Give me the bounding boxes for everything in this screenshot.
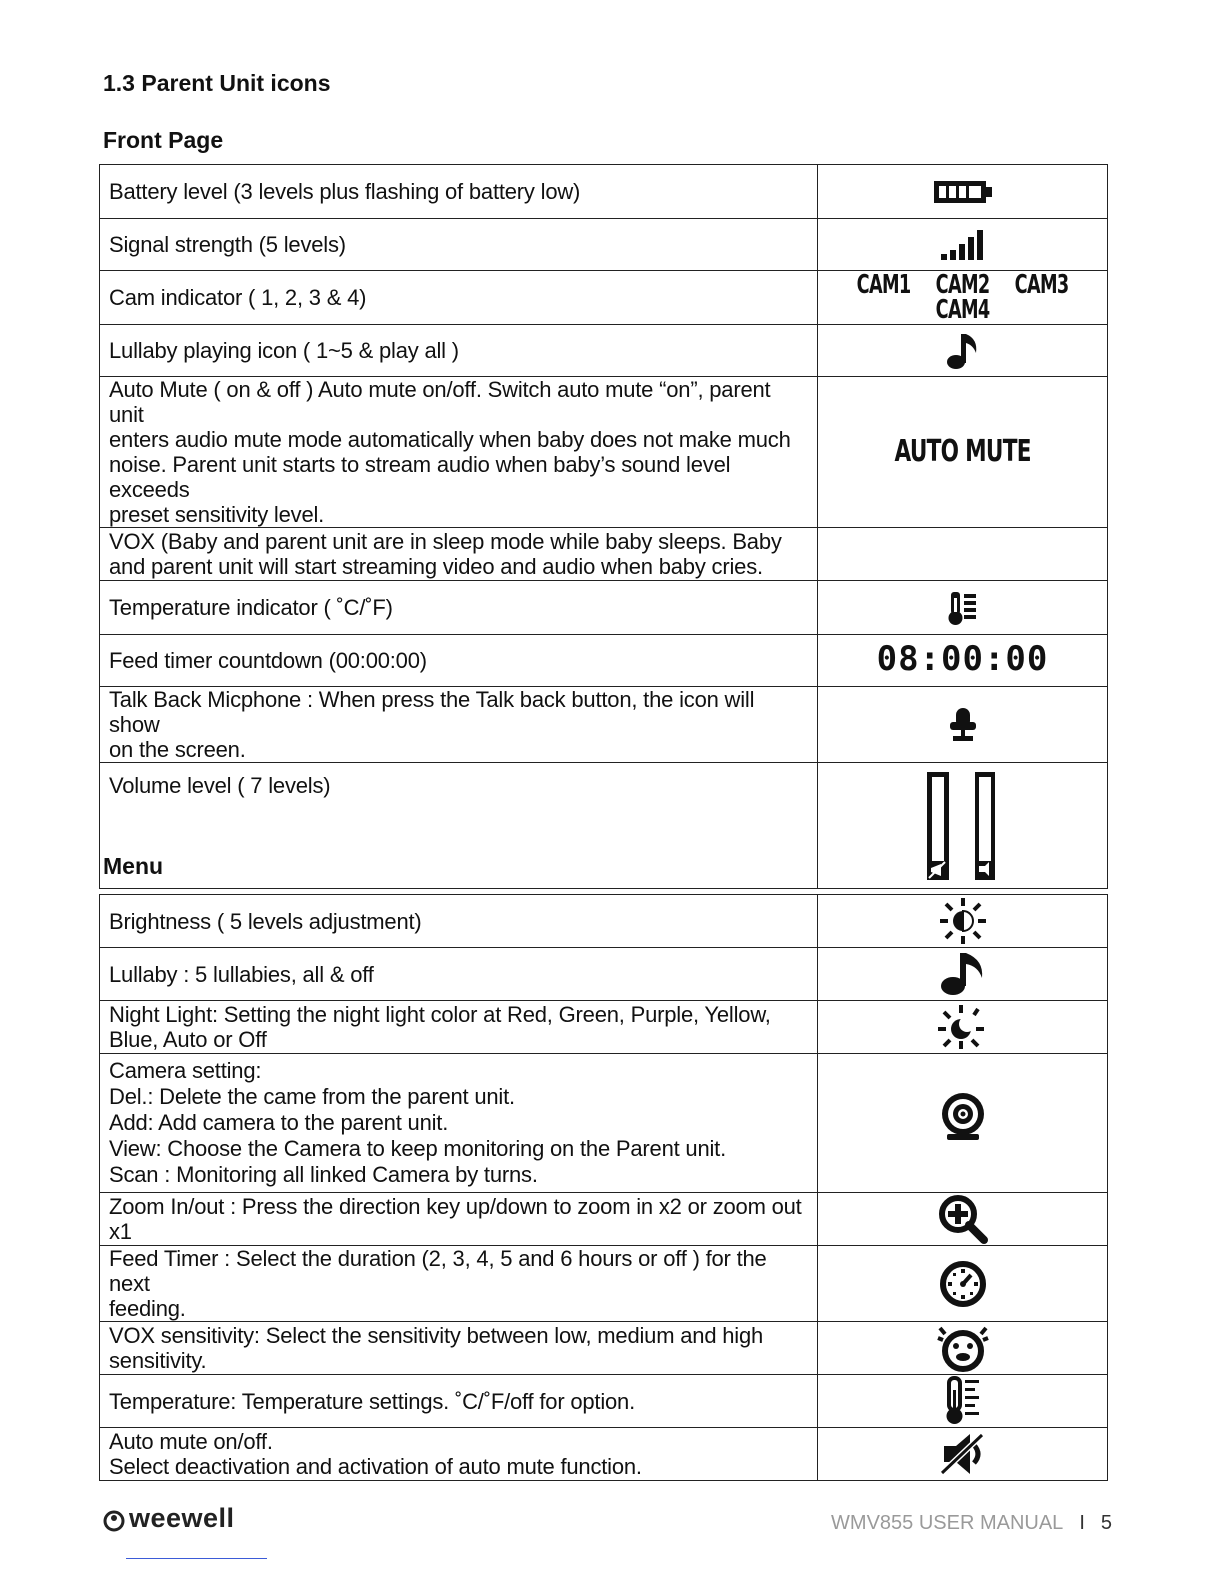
brand-logo	[103, 1503, 235, 1535]
cam-label: CAM3	[1014, 269, 1069, 300]
table-row	[100, 635, 1108, 687]
battery-icon	[818, 165, 1108, 219]
menu-heading: Menu	[103, 853, 164, 879]
table-row	[100, 1246, 1108, 1322]
temperature-indicator-icon	[818, 581, 1108, 635]
music-note-icon	[818, 325, 1108, 377]
page-number: 5	[1100, 1512, 1112, 1534]
row-description: Lullaby playing icon ( 1~5 & play all )	[100, 325, 818, 377]
logo-circle-icon	[103, 1504, 125, 1535]
signal-strength-icon	[818, 219, 1108, 271]
row-description: Night Light: Setting the night light color at Red, Green, Purple, Yellow, Blue, Auto or Off	[100, 1001, 818, 1054]
manual-title: WMV855 USER MANUAL	[831, 1512, 1064, 1534]
row-description: Zoom In/out : Press the direction key up/down to zoom in x2 or zoom out x1	[100, 1193, 818, 1246]
footer-info	[831, 1512, 1112, 1535]
table-row	[100, 1001, 1108, 1054]
footer-separator: I	[1079, 1512, 1085, 1534]
row-description: Talk Back Micphone : When press the Talk back button, the icon will show on the screen.	[100, 687, 818, 763]
table-row	[100, 271, 1108, 325]
speaker-mute-icon	[818, 1428, 1108, 1481]
thermometer-icon	[818, 1375, 1108, 1428]
row-description: Auto Mute ( on & off ) Auto mute on/off. Switch auto mute “on”, parent unit enters audio mute mode automatically when baby does not make much noise. Parent unit starts to stream audio when baby’s sound level exceeds preset sensitivity level.	[100, 377, 818, 528]
row-description: Feed Timer : Select the duration (2, 3, 4, 5 and 6 hours or off ) for the next feeding.	[100, 1246, 818, 1322]
night-light-icon	[818, 1001, 1108, 1054]
vox-baby-face-icon	[818, 1322, 1108, 1375]
table-row	[100, 581, 1108, 635]
table-row	[100, 687, 1108, 763]
table-row	[100, 895, 1108, 948]
cam-label: CAM1	[856, 269, 911, 300]
auto-mute-icon: AUTO MUTE	[818, 377, 1108, 528]
feed-timer-icon	[818, 1246, 1108, 1322]
menu-table	[99, 894, 1108, 1481]
brightness-icon	[818, 895, 1108, 948]
row-description: Battery level (3 levels plus flashing of battery low)	[100, 165, 818, 219]
empty-icon-cell	[818, 528, 1108, 581]
section-title: 1.3 Parent Unit icons	[103, 70, 331, 96]
row-description: Auto mute on/off. Select deactivation and activation of auto mute function.	[100, 1428, 818, 1481]
feed-timer-countdown-icon: 08:00:00	[818, 635, 1108, 687]
row-description: Volume level ( 7 levels)	[100, 763, 818, 889]
row-description: VOX sensitivity: Select the sensitivity between low, medium and high sensitivity.	[100, 1322, 818, 1375]
row-description: VOX (Baby and parent unit are in sleep mode while baby sleeps. Baby and parent unit will start streaming video and audio when baby cries.	[100, 528, 818, 581]
row-description: Lullaby : 5 lullabies, all & off	[100, 948, 818, 1001]
table-row	[100, 528, 1108, 581]
row-description: Feed timer countdown (00:00:00)	[100, 635, 818, 687]
row-description: Temperature indicator ( ˚C/˚F)	[100, 581, 818, 635]
cam-indicator-icon	[818, 271, 1108, 325]
row-description: Brightness ( 5 levels adjustment)	[100, 895, 818, 948]
front-page-table	[99, 164, 1108, 889]
table-row	[100, 1054, 1108, 1193]
table-row	[100, 1428, 1108, 1481]
table-row	[100, 377, 1108, 528]
row-description: Signal strength (5 levels)	[100, 219, 818, 271]
table-row	[100, 219, 1108, 271]
table-row	[100, 1322, 1108, 1375]
microphone-icon	[818, 687, 1108, 763]
cam-label: CAM4	[935, 294, 990, 325]
table-row	[100, 325, 1108, 377]
volume-level-icon	[818, 763, 1108, 889]
link-underline	[126, 1558, 267, 1559]
cam-label: CAM2	[935, 269, 990, 300]
front-page-heading: Front Page	[103, 127, 224, 153]
row-description: Camera setting: Del.: Delete the came from the parent unit. Add: Add camera to the parent unit. View: Choose the Camera to keep monitoring on the Parent unit. Scan : Monitoring all linked Camera by turns.	[100, 1054, 818, 1193]
zoom-in-icon	[818, 1193, 1108, 1246]
music-note-icon	[818, 948, 1108, 1001]
table-row	[100, 165, 1108, 219]
table-row	[100, 1193, 1108, 1246]
brand-name: weewell	[129, 1503, 235, 1533]
camera-icon	[818, 1054, 1108, 1193]
table-row	[100, 1375, 1108, 1428]
table-row	[100, 763, 1108, 889]
row-description: Cam indicator ( 1, 2, 3 & 4)	[100, 271, 818, 325]
row-description: Temperature: Temperature settings. ˚C/˚F/off for option.	[100, 1375, 818, 1428]
table-row	[100, 948, 1108, 1001]
